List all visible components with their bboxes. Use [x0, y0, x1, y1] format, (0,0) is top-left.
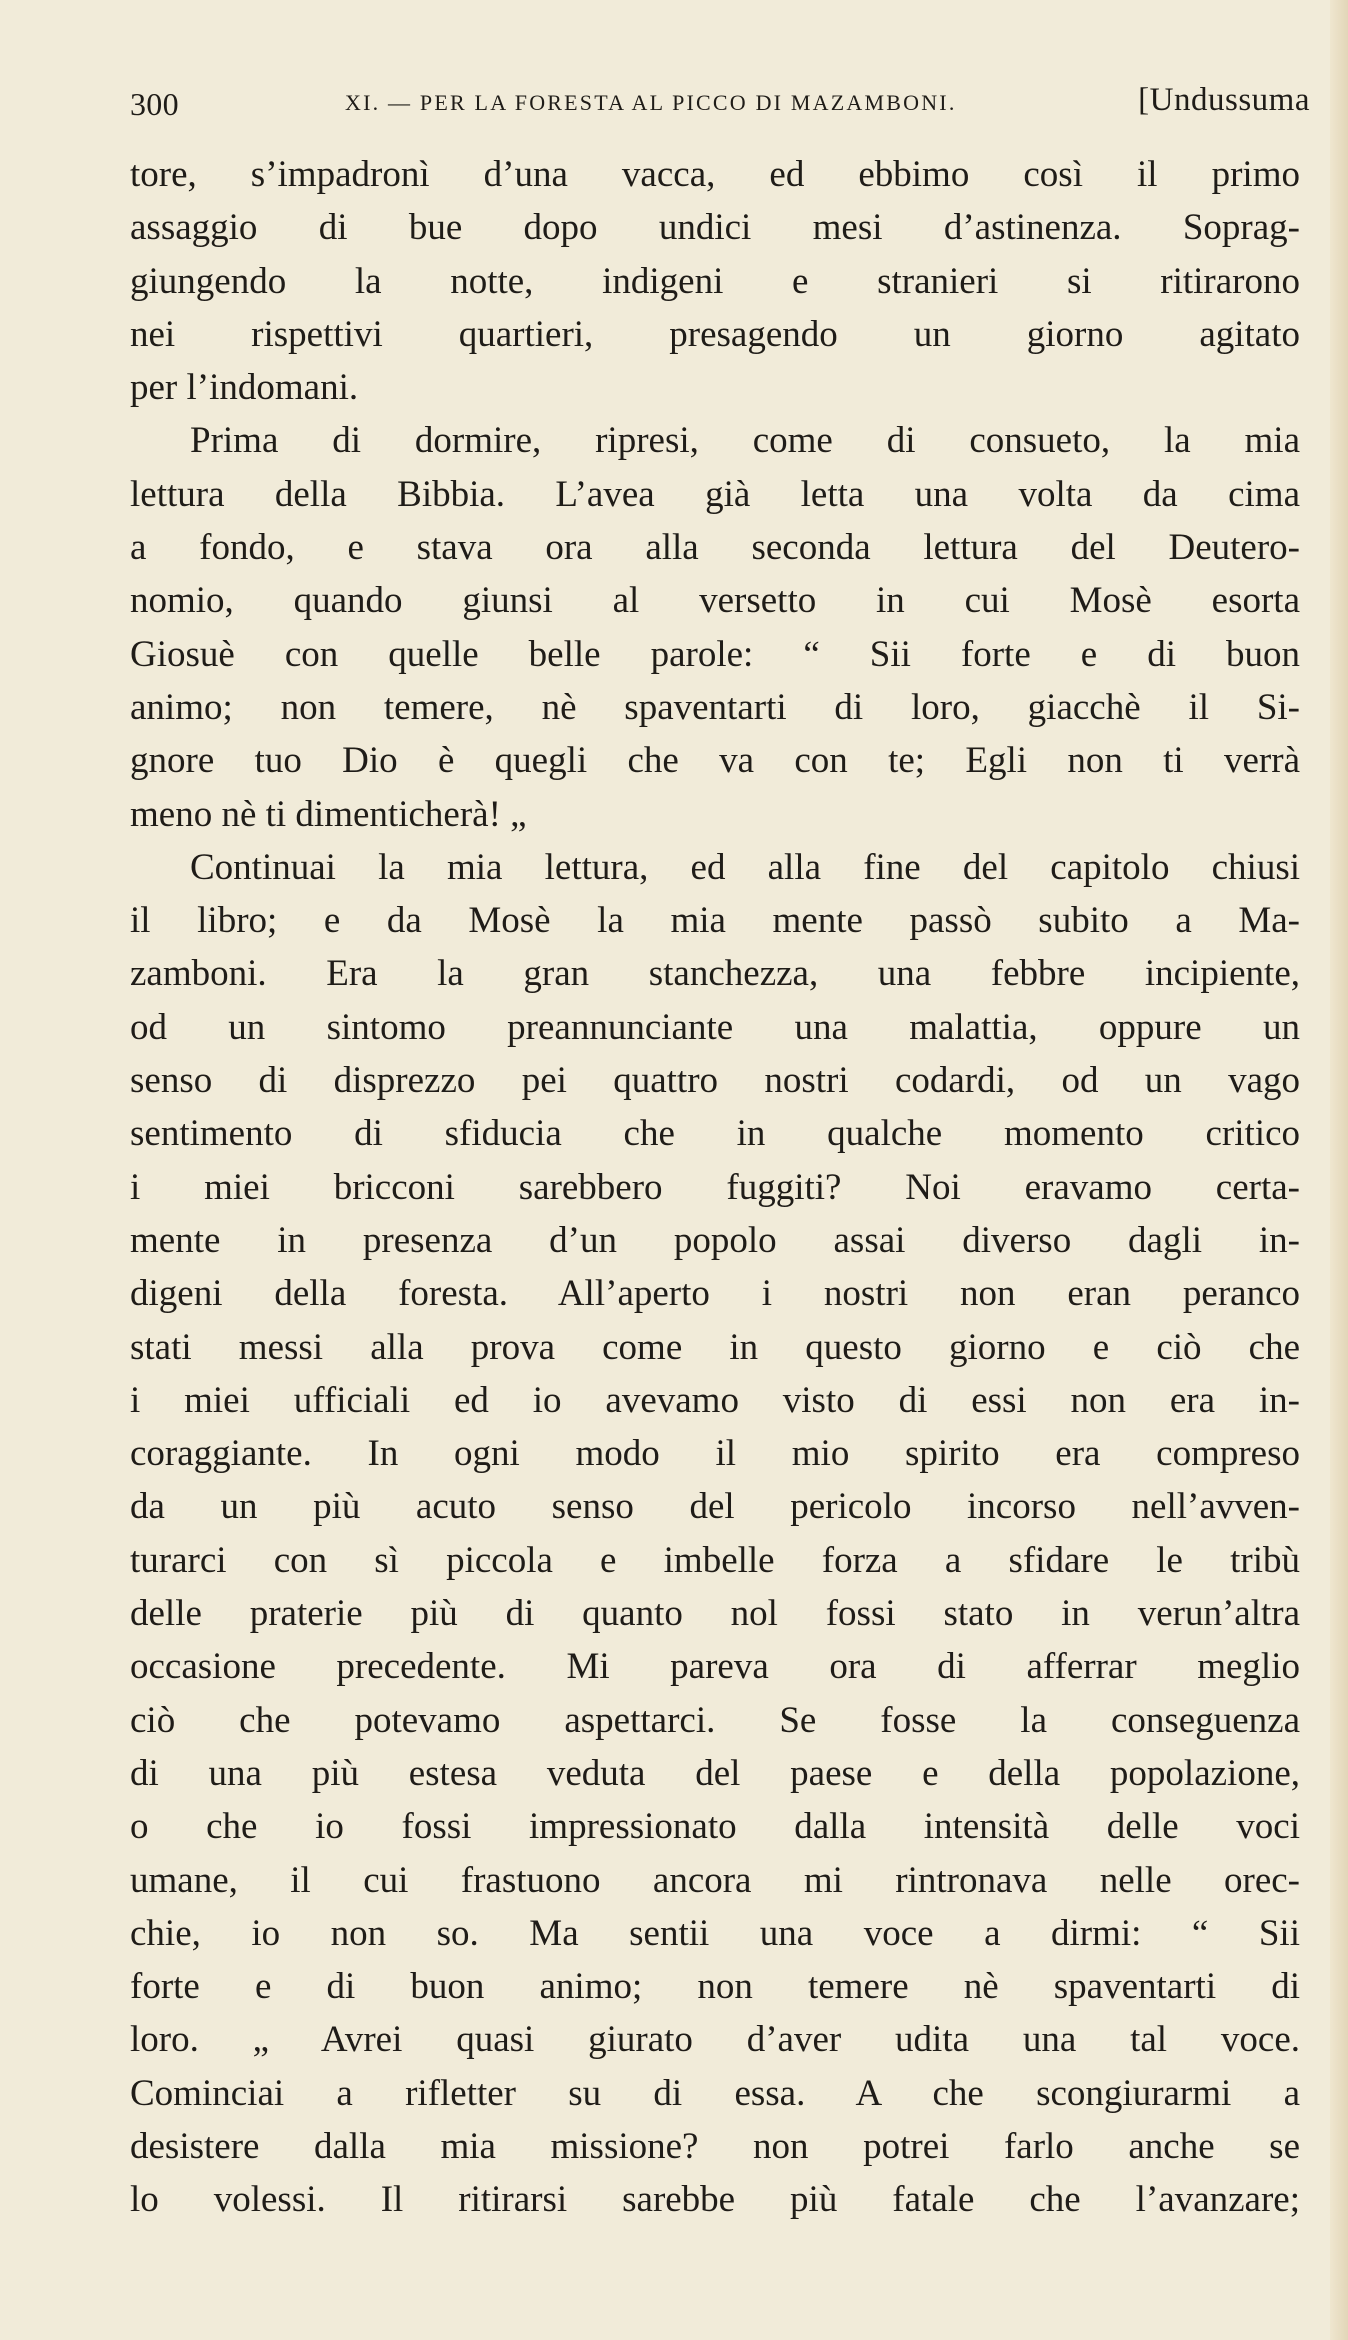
text-line: zamboni. Era la gran stanchezza, una febbre incipiente, [130, 953, 1300, 995]
text-line: sentimento di sfiducia che in qualche momento critico [130, 1113, 1300, 1155]
text-line: occasione precedente. Mi pareva ora di afferrar meglio [130, 1646, 1300, 1688]
text-line: chie, io non so. Ma sentii una voce a dirmi: “ Sii [130, 1912, 1300, 1954]
text-line: coraggiante. In ogni modo il mio spirito era compreso [130, 1433, 1300, 1475]
text-line: delle praterie più di quanto nol fossi stato in verun’altra [130, 1593, 1300, 1635]
text-line: nomio, quando giunsi al versetto in cui Mosè esorta [130, 580, 1300, 622]
text-line: turarci con sì piccola e imbelle forza a sfidare le tribù [130, 1539, 1300, 1581]
text-line: meno nè ti dimenticherà! „ [130, 793, 527, 835]
text-line: od un sintomo preannunciante una malattia, oppure un [130, 1006, 1300, 1048]
page-number: 300 [130, 86, 179, 122]
text-line: il libro; e da Mosè la mia mente passò subito a Ma- [130, 900, 1300, 942]
text-line: gnore tuo Dio è quegli che va con te; Egli non ti verrà [130, 740, 1300, 782]
text-line: tore, s’impadronì d’una vacca, ed ebbimo così il primo [130, 154, 1300, 195]
text-line: da un più acuto senso del pericolo incorso nell’avven- [130, 1486, 1300, 1528]
text-line: o che io fossi impressionato dalla intensità delle voci [130, 1806, 1300, 1848]
text-line: i miei bricconi sarebbero fuggiti? Noi eravamo certa- [130, 1166, 1300, 1208]
text-line: forte e di buon animo; non temere nè spaventarti di [130, 1966, 1300, 2008]
text-line: Continuai la mia lettura, ed alla fine del capitolo chiusi [190, 846, 1300, 888]
text-line: lo volessi. Il ritirarsi sarebbe più fatale che l’avanzare; [130, 2179, 1300, 2221]
text-line: per l’indomani. [130, 367, 359, 409]
text-line: senso di disprezzo pei quattro nostri codardi, od un vago [130, 1060, 1300, 1102]
text-line: desistere dalla mia missione? non potrei farlo anche se [130, 2125, 1300, 2167]
text-line: nei rispettivi quartieri, presagendo un giorno agitato [130, 313, 1300, 355]
text-line: mente in presenza d’un popolo assai diverso dagli in- [130, 1219, 1300, 1261]
page-edge [1330, 0, 1348, 2340]
text-line: di una più estesa veduta del paese e della popolazione, [130, 1752, 1300, 1794]
text-line: i miei ufficiali ed io avevamo visto di essi non era in- [130, 1379, 1300, 1421]
text-line: giungendo la notte, indigeni e stranieri si ritirarono [130, 260, 1300, 302]
text-line: digeni della foresta. All’aperto i nostri non eran peranco [130, 1273, 1300, 1315]
text-line: a fondo, e stava ora alla seconda lettura del Deutero- [130, 527, 1300, 569]
text-line: animo; non temere, nè spaventarti di loro, giacchè il Si- [130, 686, 1300, 728]
text-line: stati messi alla prova come in questo giorno e ciò che [130, 1326, 1300, 1368]
text-line: assaggio di bue dopo undici mesi d’astinenza. Soprag- [130, 207, 1300, 249]
text-line: lettura della Bibbia. L’avea già letta una volta da cima [130, 473, 1300, 515]
text-line: Giosuè con quelle belle parole: “ Sii forte e di buon [130, 633, 1300, 675]
text-line: umane, il cui frastuono ancora mi rintronava nelle orec- [130, 1859, 1300, 1901]
running-head: XI. — PER LA FORESTA AL PICCO DI MAZAMBONI. [345, 90, 957, 115]
text-line: loro. „ Avrei quasi giurato d’aver udita una tal voce. [130, 2019, 1300, 2061]
text-line: ciò che potevamo aspettarci. Se fosse la conseguenza [130, 1699, 1300, 1741]
running-tail: [Undussuma [1138, 82, 1310, 118]
body-text [130, 148, 1300, 2227]
text-line: Prima di dormire, ripresi, come di consueto, la mia [190, 420, 1300, 462]
text-line: Cominciai a rifletter su di essa. A che scongiurarmi a [130, 2072, 1300, 2114]
page-header [130, 82, 1310, 128]
